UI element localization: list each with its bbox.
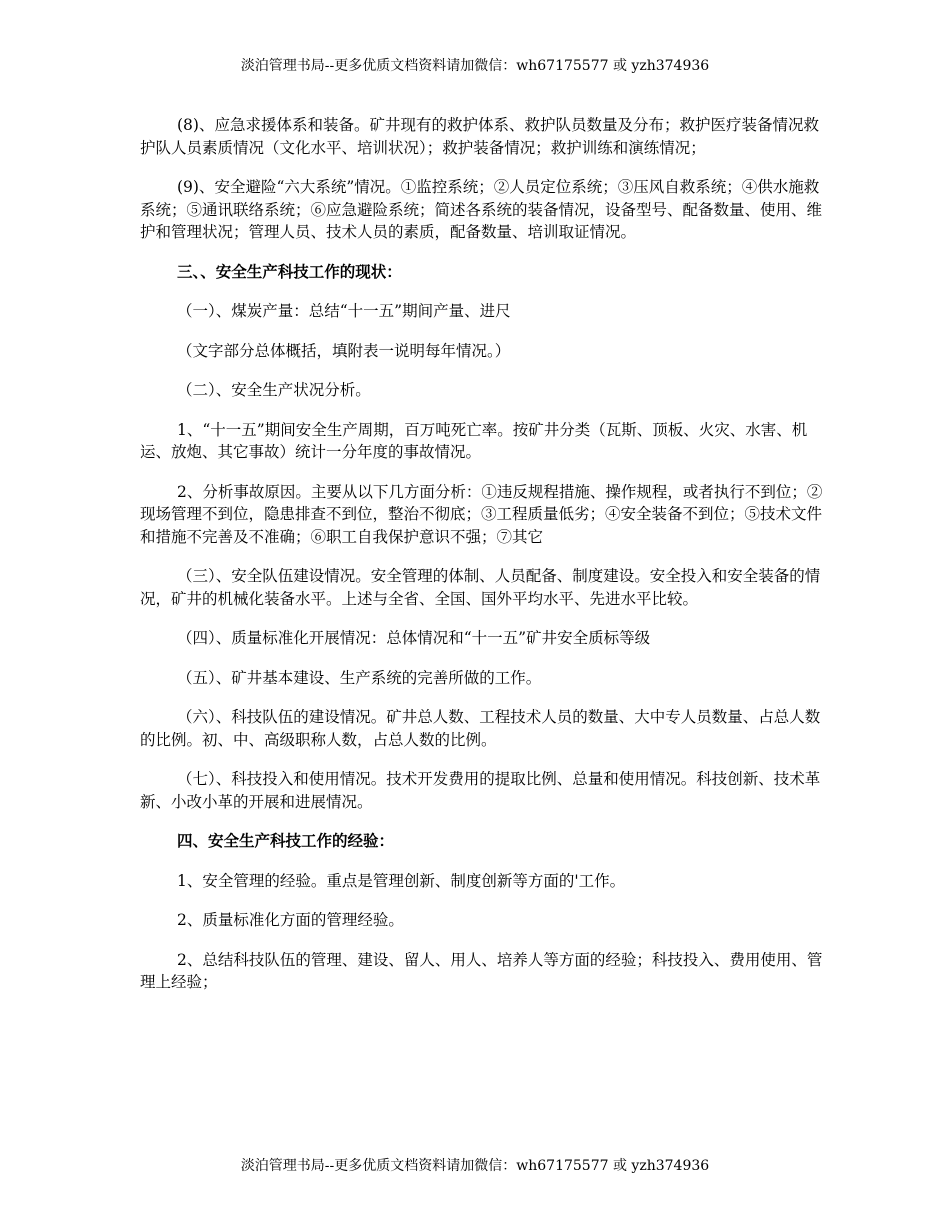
paragraph-coal-output: （一）、煤炭产量：总结“十一五”期间产量、进尺 [177,302,511,320]
document-body [140,114,825,1011]
paragraph-safety-team: （三）、安全队伍建设情况。安全管理的体制、人员配备、制度建设。安全投入和安全装备的情况，矿井的机械化装备水平。上述与全省、全国、国外平均水平、先进水平比较。 [140,567,821,608]
section-heading-3: 三、、安全生产科技工作的现状： [177,261,402,281]
page-footer: 淡泊管理书局--更多优质文档资料请加微信：wh67175577 或 yzh374936 [240,1158,710,1174]
paragraph-tech-team: （六）、科技队伍的建设情况。矿井总人数、工程技术人员的数量、大中专人员数量、占总人数的比例。初、中、高级职称人数，占总人数的比例。 [140,708,821,749]
paragraph-six-systems: (9)、安全避险“六大系统”情况。①监控系统；②人员定位系统；③压风自救系统；④供水施救系统；⑤通讯联络系统；⑥应急避险系统；简述各系统的装备情况，设备型号、配备数量、使用、维护和管理状况；管理人员、技术人员的素质，配备数量、培训取证情况。 [140,178,823,241]
paragraph-safety-analysis: （二）、安全生产状况分析。 [177,381,371,399]
paragraph-accident-causes: 2、分析事故原因。主要从以下几方面分析：①违反规程措施、操作规程，或者执行不到位；②现场管理不到位，隐患排查不到位，整治不彻底；③工程质量低劣；④安全装备不到位；⑤技术文件和措施不完善及不准确；⑥职工自我保护意识不强；⑦其它 [140,482,823,546]
paragraph-safety-cycle: 1、“十一五”期间安全生产周期，百万吨死亡率。按矿井分类（瓦斯、顶板、火灾、水害、机运、放炮、其它事故）统计一分年度的事故情况。 [140,420,808,461]
paragraph-tech-investment: （七）、科技投入和使用情况。技术开发费用的提取比例、总量和使用情况。科技创新、技术革新、小改小革的开展和进展情况。 [140,770,821,811]
paragraph-tech-team-experience: 2、总结科技队伍的管理、建设、留人、用人、培养人等方面的经验；科技投入、费用使用、管理上经验； [140,950,823,991]
paragraph-quality-experience: 2、质量标准化方面的管理经验。 [177,911,404,929]
section-heading-4: 四、安全生产科技工作的经验： [177,831,395,850]
paragraph-mine-construction: （五）、矿井基本建设、生产系统的完善所做的工作。 [177,668,542,687]
paragraph-note: （文字部分总体概括，填附表一说明每年情况。） [177,341,511,360]
page-header: 淡泊管理书局--更多优质文档资料请加微信：wh67175577 或 yzh374936 [240,58,710,74]
paragraph-emergency-rescue: (8)、应急求援体系和装备。矿井现有的救护体系、救护队员数量及分布；救护医疗装备情况救护队人员素质情况（文化水平、培训状况）；救护装备情况；救护训练和演练情况； [140,116,819,157]
paragraph-quality-standard: （四）、质量标准化开展情况：总体情况和“十一五”矿井安全质标等级 [177,629,651,647]
paragraph-management-experience: 1、安全管理的经验。重点是管理创新、制度创新等方面的'工作。 [177,871,626,890]
